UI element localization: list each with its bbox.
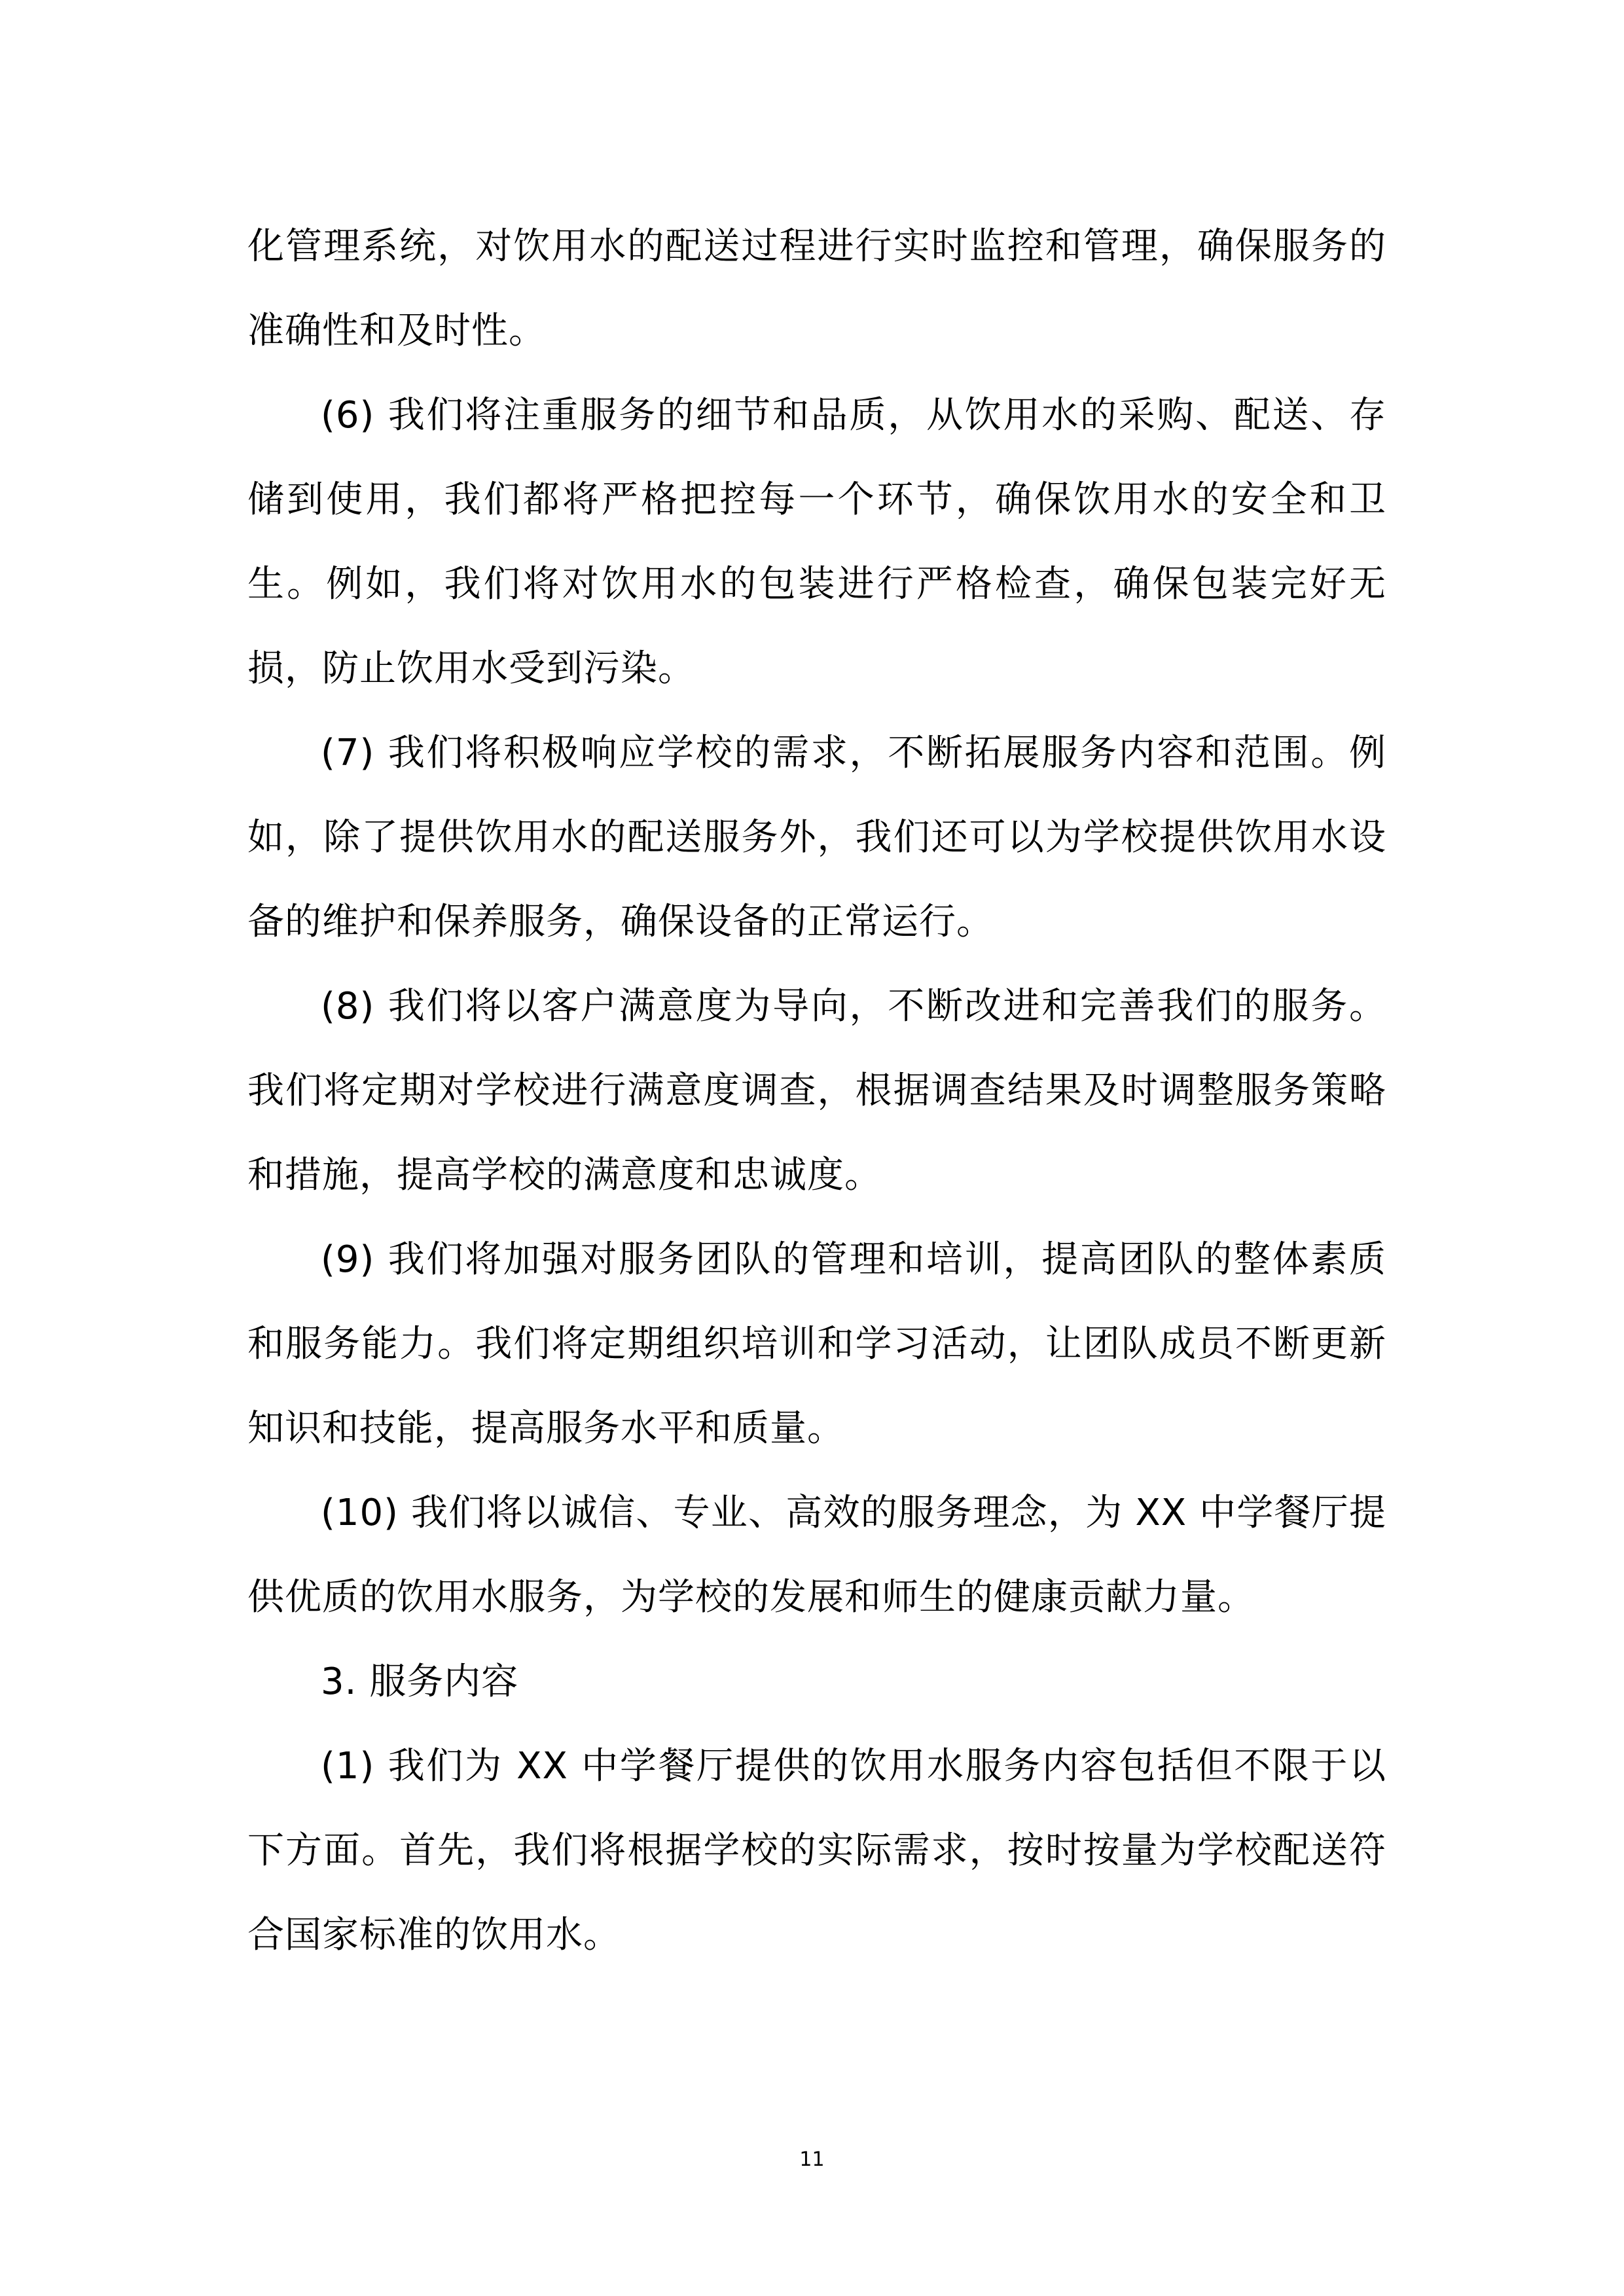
- page-number: 11: [799, 2148, 825, 2171]
- paragraph-item-7: (7) 我们将积极响应学校的需求，不断拓展服务内容和范围。例如，除了提供饮用水的配送服务外，我们还可以为学校提供饮用水设备的维护和保养服务，确保设备的正常运行。: [247, 732, 1386, 943]
- paragraph-continuation: 化管理系统，对饮用水的配送过程进行实时监控和管理，确保服务的准确性和及时性。: [247, 225, 1386, 352]
- paragraph-item-6: (6) 我们将注重服务的细节和品质，从饮用水的采购、配送、存储到使用，我们都将严格把控每一个环节，确保饮用水的安全和卫生。例如，我们将对饮用水的包装进行严格检查，确保包装完好无损，防止饮用水受到污染。: [247, 394, 1386, 690]
- paragraph-service-item-1: (1) 我们为 XX 中学餐厅提供的饮用水服务内容包括但不限于以下方面。首先，我们将根据学校的实际需求，按时按量为学校配送符合国家标准的饮用水。: [247, 1745, 1386, 1956]
- paragraph-item-9: (9) 我们将加强对服务团队的管理和培训，提高团队的整体素质和服务能力。我们将定期组织培训和学习活动，让团队成员不断更新知识和技能，提高服务水平和质量。: [247, 1238, 1386, 1450]
- paragraph-item-8: (8) 我们将以客户满意度为导向，不断改进和完善我们的服务。我们将定期对学校进行满意度调查，根据调查结果及时调整服务策略和措施，提高学校的满意度和忠诚度。: [247, 985, 1386, 1196]
- section-heading-service-content: 3. 服务内容: [321, 1660, 519, 1703]
- paragraph-item-10: (10) 我们将以诚信、专业、高效的服务理念，为 XX 中学餐厅提供优质的饮用水服务，为学校的发展和师生的健康贡献力量。: [247, 1492, 1386, 1619]
- page-body: [247, 204, 1386, 1977]
